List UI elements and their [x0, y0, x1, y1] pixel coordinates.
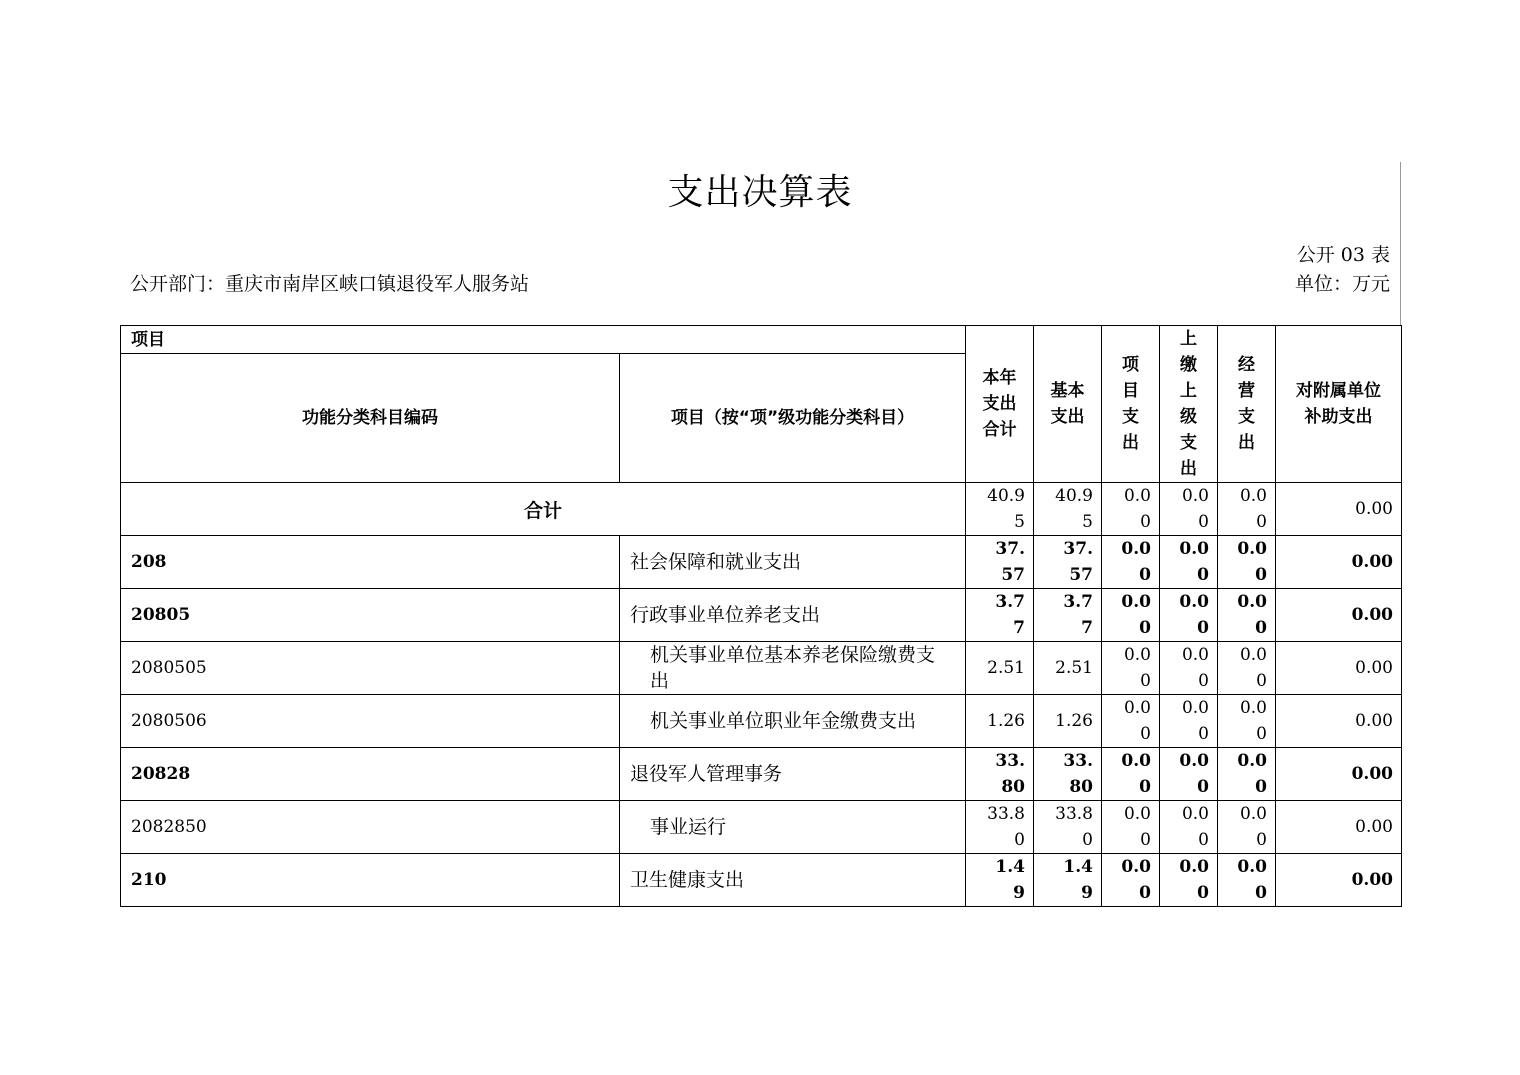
row-project: 0.00	[1121, 857, 1151, 903]
row-project-cell	[1102, 589, 1160, 642]
row-upper-cell	[1160, 589, 1218, 642]
total-cell	[966, 483, 1034, 536]
row-upper: 0.00	[1181, 804, 1209, 850]
row-project: 0.00	[1123, 645, 1151, 691]
table-row	[121, 536, 1402, 589]
table-row	[121, 589, 1402, 642]
business-cell	[1218, 483, 1276, 536]
row-total-cell	[966, 695, 1034, 748]
row-total-cell	[966, 589, 1034, 642]
department-label: 公开部门：重庆市南岸区峡口镇退役军人服务站	[130, 273, 530, 295]
row-business: 0.00	[1239, 698, 1267, 744]
row-name: 行政事业单位养老支出	[620, 589, 966, 642]
row-project-cell	[1102, 801, 1160, 854]
row-project: 0.00	[1123, 698, 1151, 744]
row-basic-cell	[1034, 642, 1102, 695]
row-business: 0.00	[1237, 751, 1267, 797]
business-value: 0.00	[1239, 486, 1267, 532]
header-project	[1102, 326, 1160, 483]
row-total: 33.80	[995, 751, 1025, 797]
subsidy-value: 0.00	[1355, 499, 1393, 519]
table-row	[121, 854, 1402, 907]
row-total-cell	[966, 748, 1034, 801]
row-code: 20805	[121, 589, 620, 642]
row-subsidy-cell	[1276, 642, 1402, 695]
row-upper: 0.00	[1179, 539, 1209, 585]
upper-cell	[1160, 483, 1218, 536]
row-basic-cell	[1034, 801, 1102, 854]
header-basic	[1034, 326, 1102, 483]
row-business-cell	[1218, 854, 1276, 907]
row-project: 0.00	[1121, 592, 1151, 638]
unit-label: 单位：万元	[1294, 273, 1390, 295]
row-project: 0.00	[1121, 539, 1151, 585]
row-subsidy-cell	[1276, 695, 1402, 748]
project-cell	[1102, 483, 1160, 536]
row-subsidy-cell	[1276, 748, 1402, 801]
row-business: 0.00	[1237, 857, 1267, 903]
row-total-cell	[966, 642, 1034, 695]
row-basic: 33.80	[1055, 804, 1093, 850]
row-upper-cell	[1160, 695, 1218, 748]
row-basic-cell	[1034, 748, 1102, 801]
table-row	[121, 748, 1402, 801]
row-business-cell	[1218, 748, 1276, 801]
row-subsidy: 0.00	[1351, 605, 1393, 625]
row-upper-cell	[1160, 854, 1218, 907]
row-upper-cell	[1160, 801, 1218, 854]
row-business-cell	[1218, 536, 1276, 589]
header-basic-text: 基本支出	[1050, 381, 1085, 427]
total-row	[121, 483, 1402, 536]
row-project-cell	[1102, 854, 1160, 907]
header-total-text: 本年支出合计	[982, 368, 1017, 440]
total-value: 40.95	[987, 486, 1025, 532]
row-project-cell	[1102, 536, 1160, 589]
row-upper-cell	[1160, 536, 1218, 589]
row-total: 33.80	[987, 804, 1025, 850]
row-project-cell	[1102, 695, 1160, 748]
row-total: 1.49	[995, 857, 1025, 903]
row-subsidy: 0.00	[1355, 711, 1393, 731]
header-business-text: 经营支出	[1238, 355, 1255, 453]
row-business: 0.00	[1237, 592, 1267, 638]
row-name: 机关事业单位基本养老保险缴费支出	[620, 642, 966, 695]
row-business: 0.00	[1237, 539, 1267, 585]
row-project: 0.00	[1121, 751, 1151, 797]
row-upper: 0.00	[1179, 592, 1209, 638]
row-project-cell	[1102, 642, 1160, 695]
row-upper: 0.00	[1181, 698, 1209, 744]
row-basic: 33.80	[1063, 751, 1093, 797]
row-code: 2080505	[121, 642, 620, 695]
row-basic-cell	[1034, 589, 1102, 642]
header-upper-text: 上缴上级支出	[1180, 329, 1197, 479]
row-subsidy: 0.00	[1351, 552, 1393, 572]
row-basic: 1.49	[1063, 857, 1093, 903]
row-code: 20828	[121, 748, 620, 801]
basic-cell	[1034, 483, 1102, 536]
row-basic-cell	[1034, 695, 1102, 748]
form-number: 公开 03 表	[1296, 244, 1390, 266]
header-total	[966, 326, 1034, 483]
total-label: 合计	[121, 483, 966, 536]
row-name: 退役军人管理事务	[620, 748, 966, 801]
row-basic: 1.26	[1055, 711, 1093, 731]
header-item: 项目	[121, 326, 966, 354]
header-name: 项目（按“项”级功能分类科目）	[620, 354, 966, 483]
header-subsidy	[1276, 326, 1402, 483]
row-name: 卫生健康支出	[620, 854, 966, 907]
row-business: 0.00	[1239, 804, 1267, 850]
row-upper: 0.00	[1181, 645, 1209, 691]
row-code: 2080506	[121, 695, 620, 748]
row-basic: 37.57	[1063, 539, 1093, 585]
header-business	[1218, 326, 1276, 483]
row-total-cell	[966, 536, 1034, 589]
row-upper-cell	[1160, 748, 1218, 801]
header-code: 功能分类科目编码	[121, 354, 620, 483]
header-project-text: 项目支出	[1122, 355, 1139, 453]
row-upper-cell	[1160, 642, 1218, 695]
row-total: 37.57	[995, 539, 1025, 585]
page-border-line	[1400, 162, 1401, 326]
row-total: 1.26	[987, 711, 1025, 731]
subsidy-cell	[1276, 483, 1402, 536]
upper-value: 0.00	[1181, 486, 1209, 532]
row-subsidy-cell	[1276, 536, 1402, 589]
row-basic-cell	[1034, 854, 1102, 907]
table-row	[121, 695, 1402, 748]
row-subsidy-cell	[1276, 854, 1402, 907]
row-subsidy: 0.00	[1355, 658, 1393, 678]
row-upper: 0.00	[1179, 857, 1209, 903]
row-business-cell	[1218, 801, 1276, 854]
row-name: 事业运行	[620, 801, 966, 854]
row-subsidy: 0.00	[1351, 870, 1393, 890]
expenditure-table	[120, 325, 1402, 907]
row-code: 210	[121, 854, 620, 907]
row-subsidy-cell	[1276, 801, 1402, 854]
row-subsidy: 0.00	[1355, 817, 1393, 837]
header-subsidy-text: 对附属单位补助支出	[1296, 381, 1381, 427]
row-total: 3.77	[995, 592, 1025, 638]
row-total-cell	[966, 801, 1034, 854]
row-business-cell	[1218, 589, 1276, 642]
row-code: 2082850	[121, 801, 620, 854]
row-subsidy-cell	[1276, 589, 1402, 642]
row-name: 社会保障和就业支出	[620, 536, 966, 589]
row-name: 机关事业单位职业年金缴费支出	[620, 695, 966, 748]
row-basic: 3.77	[1063, 592, 1093, 638]
row-subsidy: 0.00	[1351, 764, 1393, 784]
row-project-cell	[1102, 748, 1160, 801]
row-business-cell	[1218, 695, 1276, 748]
row-code: 208	[121, 536, 620, 589]
page-title: 支出决算表	[667, 172, 853, 213]
table-row	[121, 642, 1402, 695]
table-row	[121, 801, 1402, 854]
row-total-cell	[966, 854, 1034, 907]
row-business-cell	[1218, 642, 1276, 695]
row-total: 2.51	[987, 658, 1025, 678]
basic-value: 40.95	[1055, 486, 1093, 532]
row-upper: 0.00	[1179, 751, 1209, 797]
header-upper	[1160, 326, 1218, 483]
project-value: 0.00	[1123, 486, 1151, 532]
row-business: 0.00	[1239, 645, 1267, 691]
row-basic: 2.51	[1055, 658, 1093, 678]
row-project: 0.00	[1123, 804, 1151, 850]
row-basic-cell	[1034, 536, 1102, 589]
